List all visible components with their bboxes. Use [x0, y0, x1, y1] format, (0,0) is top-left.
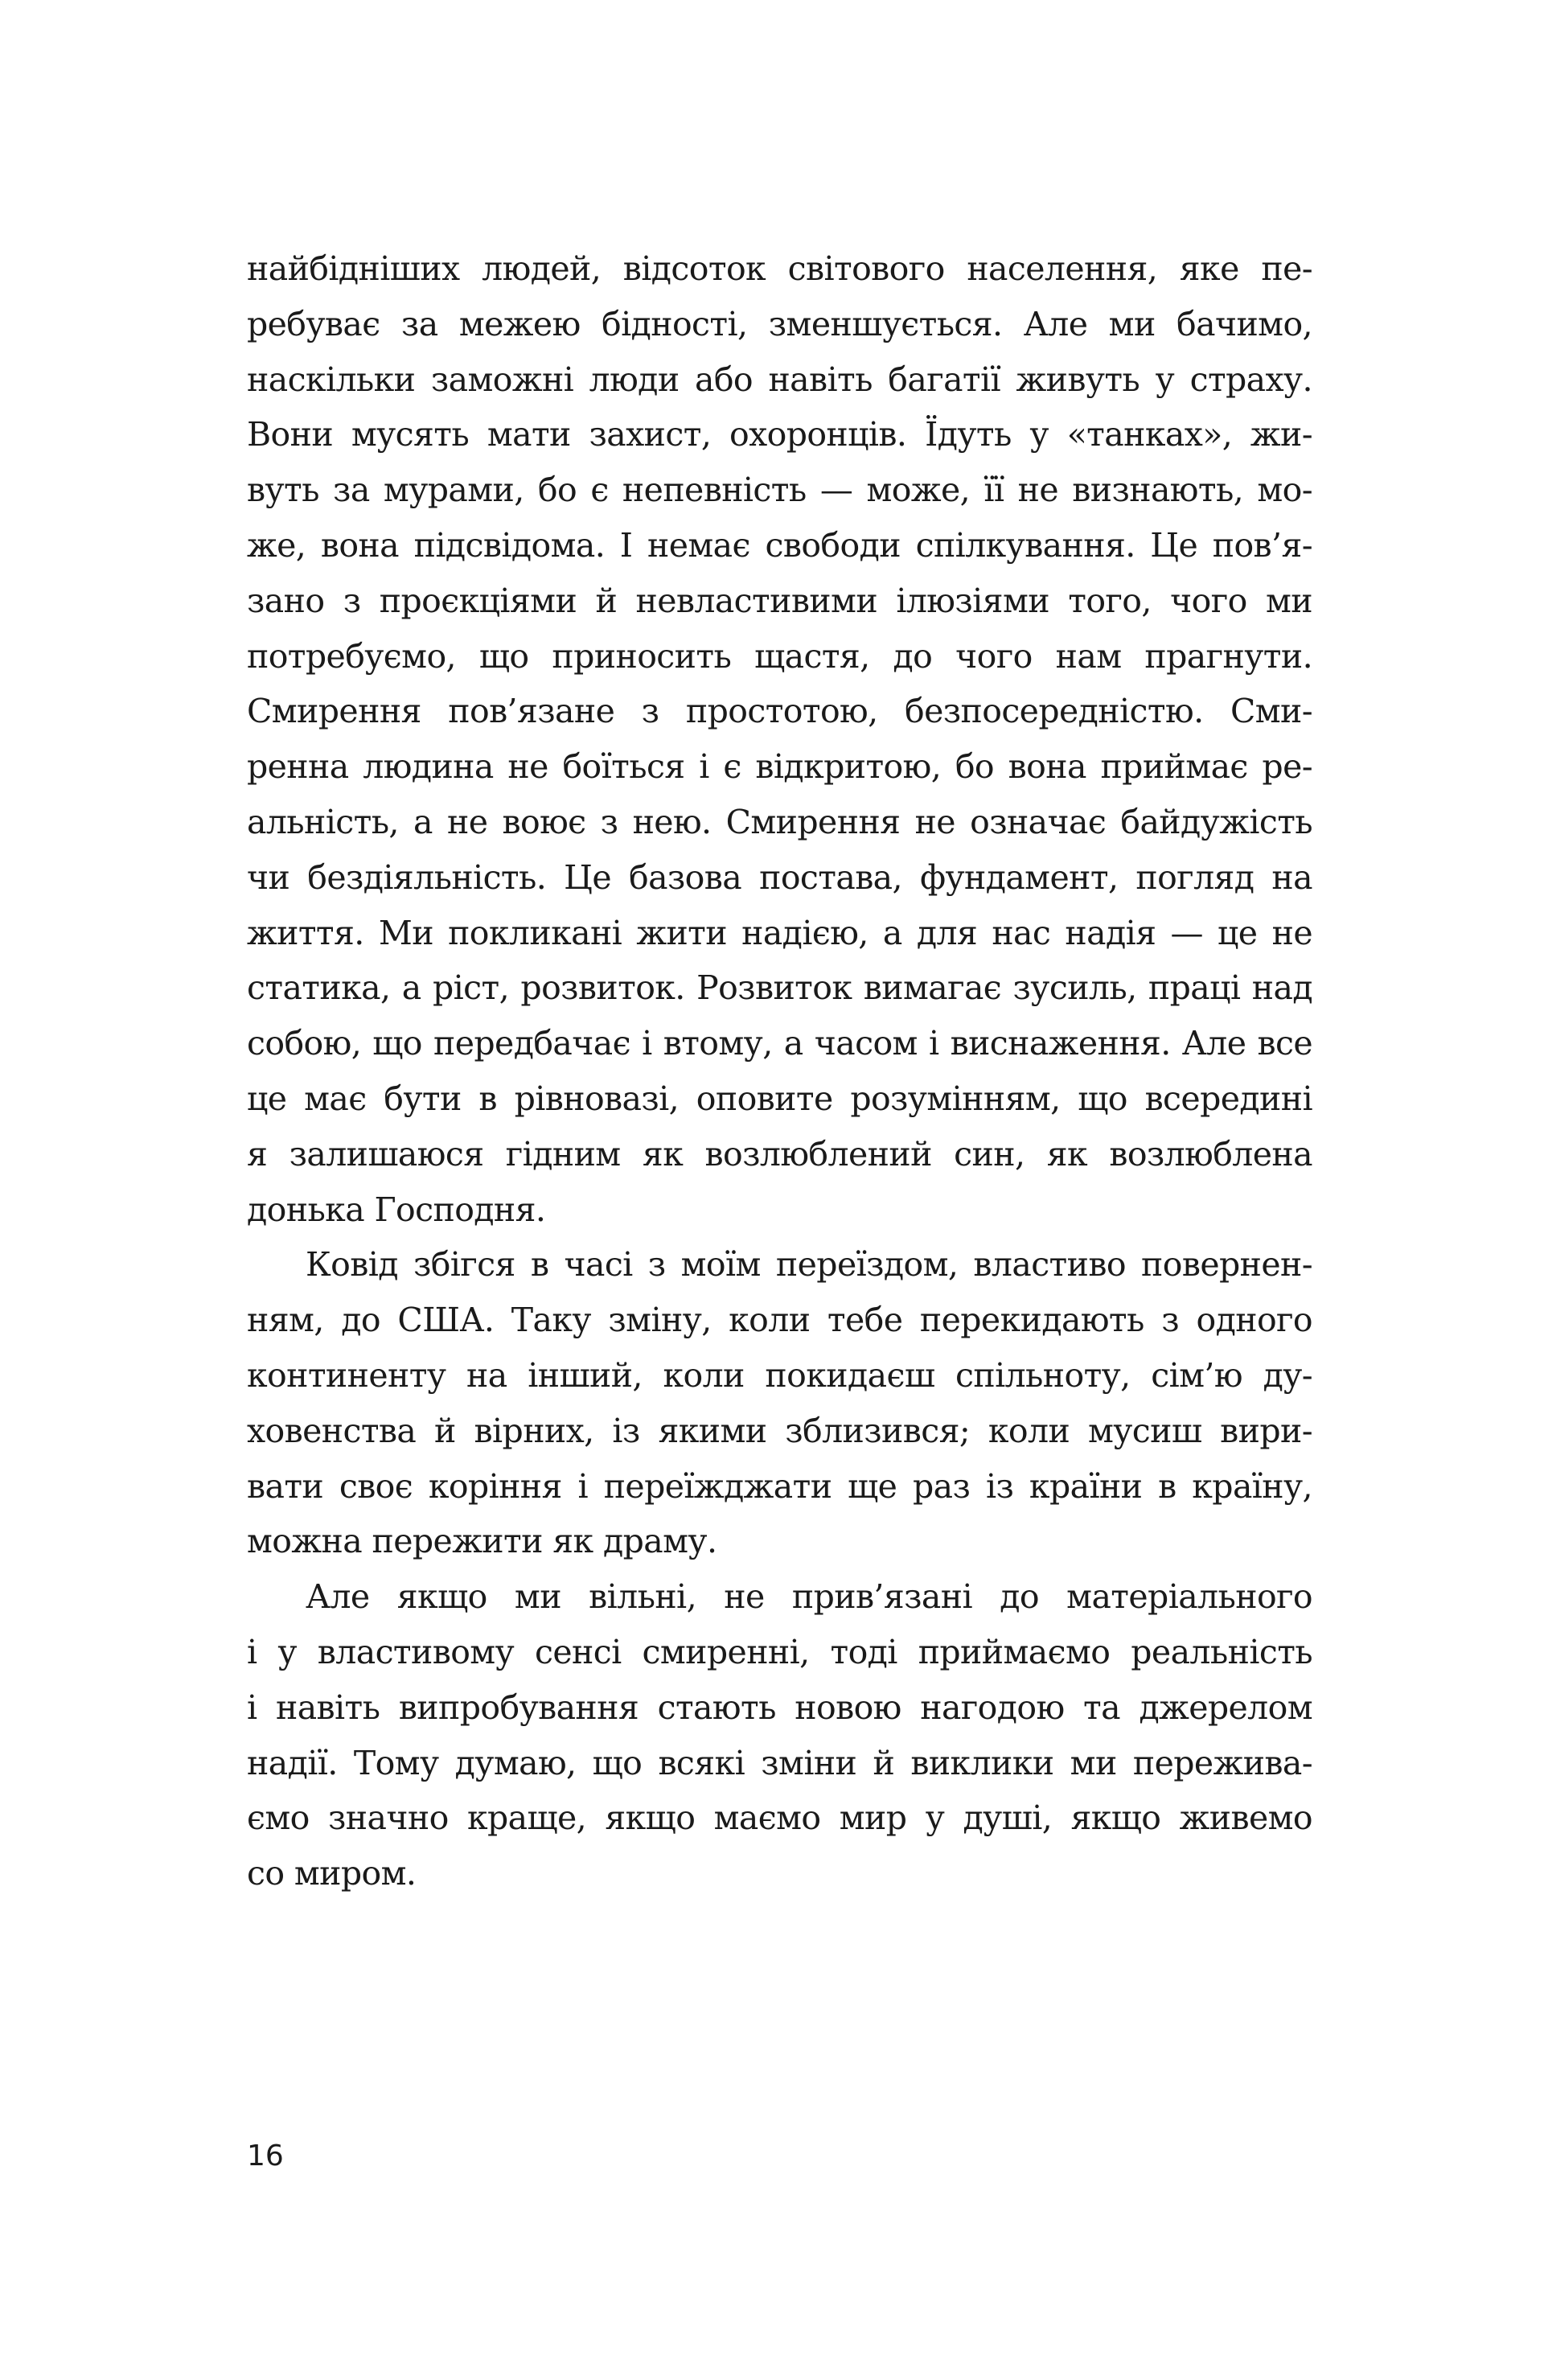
text-line: ємо значно краще, якщо маємо мир у душі, якщо живемо — [247, 1798, 1312, 1838]
page-number: 16 — [247, 2140, 284, 2172]
text-line: континенту на інший, коли покидаєш спільноту, сім’ю ду- — [247, 1355, 1312, 1395]
paragraph-3 — [247, 1569, 1312, 1901]
text-line: же, вона підсвідома. І немає свободи спілкування. Це пов’я- — [247, 525, 1312, 565]
text-line: зано з проєкціями й невластивими ілюзіями того, чого ми — [247, 581, 1312, 620]
paragraph-2 — [247, 1237, 1312, 1569]
text-line: статика, а ріст, розвиток. Розвиток вимагає зусиль, праці над — [247, 968, 1312, 1008]
text-line: і навіть випробування стають новою нагодою та джерелом — [247, 1687, 1312, 1727]
text-line: я залишаюся гідним як возлюблений син, як возлюблена — [247, 1134, 1312, 1174]
text-line: альність, а не воює з нею. Смирення не означає байдужість — [247, 802, 1312, 841]
text-line: найбідніших людей, відсоток світового населення, яке пе- — [247, 249, 1312, 288]
text-line: можна пережити як драму. — [247, 1522, 717, 1561]
text-line: со миром. — [247, 1854, 417, 1893]
text-line: і у властивому сенсі смиренні, тоді приймаємо реальність — [247, 1632, 1312, 1671]
text-line: ренна людина не боїться і є відкритою, бо вона приймає ре- — [247, 747, 1312, 787]
text-line: чи бездіяльність. Це базова постава, фундамент, погляд на — [247, 857, 1312, 897]
text-line: собою, що передбачає і втому, а часом і виснаження. Але все — [247, 1024, 1312, 1063]
text-line: ховенства й вірних, із якими зблизився; коли мусиш вири- — [247, 1411, 1312, 1450]
text-line: життя. Ми покликані жити надією, а для нас надія — це не — [247, 913, 1312, 952]
text-line: Ковід збігся в часі з моїм переїздом, властиво повернен- — [306, 1245, 1312, 1285]
body-text — [247, 241, 1312, 1901]
text-line: це має бути в рівновазі, оповите розумінням, що всередині — [247, 1079, 1312, 1118]
text-line: Вони мусять мати захист, охоронців. Їдуть у «танках», жи- — [247, 415, 1312, 454]
paragraph-1 — [247, 241, 1312, 1237]
text-line: наскільки заможні люди або навіть багатії живуть у страху. — [247, 360, 1312, 399]
text-line: надії. Тому думаю, що всякі зміни й виклики ми пережива- — [247, 1743, 1312, 1782]
text-line: потребуємо, що приносить щастя, до чого нам прагнути. — [247, 636, 1312, 676]
text-line: ребуває за межею бідності, зменшується. Але ми бачимо, — [247, 304, 1312, 343]
text-line: Смирення пов’язане з простотою, безпосередністю. Сми- — [247, 692, 1312, 731]
text-line: донька Господня. — [247, 1190, 546, 1229]
text-line: Але якщо ми вільні, не прив’язані до матеріального — [306, 1577, 1312, 1617]
text-line: вати своє коріння і переїжджати ще раз із країни в країну, — [247, 1466, 1312, 1506]
text-line: ням, до США. Таку зміну, коли тебе перекидають з одного — [247, 1301, 1312, 1340]
text-line: вуть за мурами, бо є непевність — може, її не визнають, мо- — [247, 471, 1312, 510]
